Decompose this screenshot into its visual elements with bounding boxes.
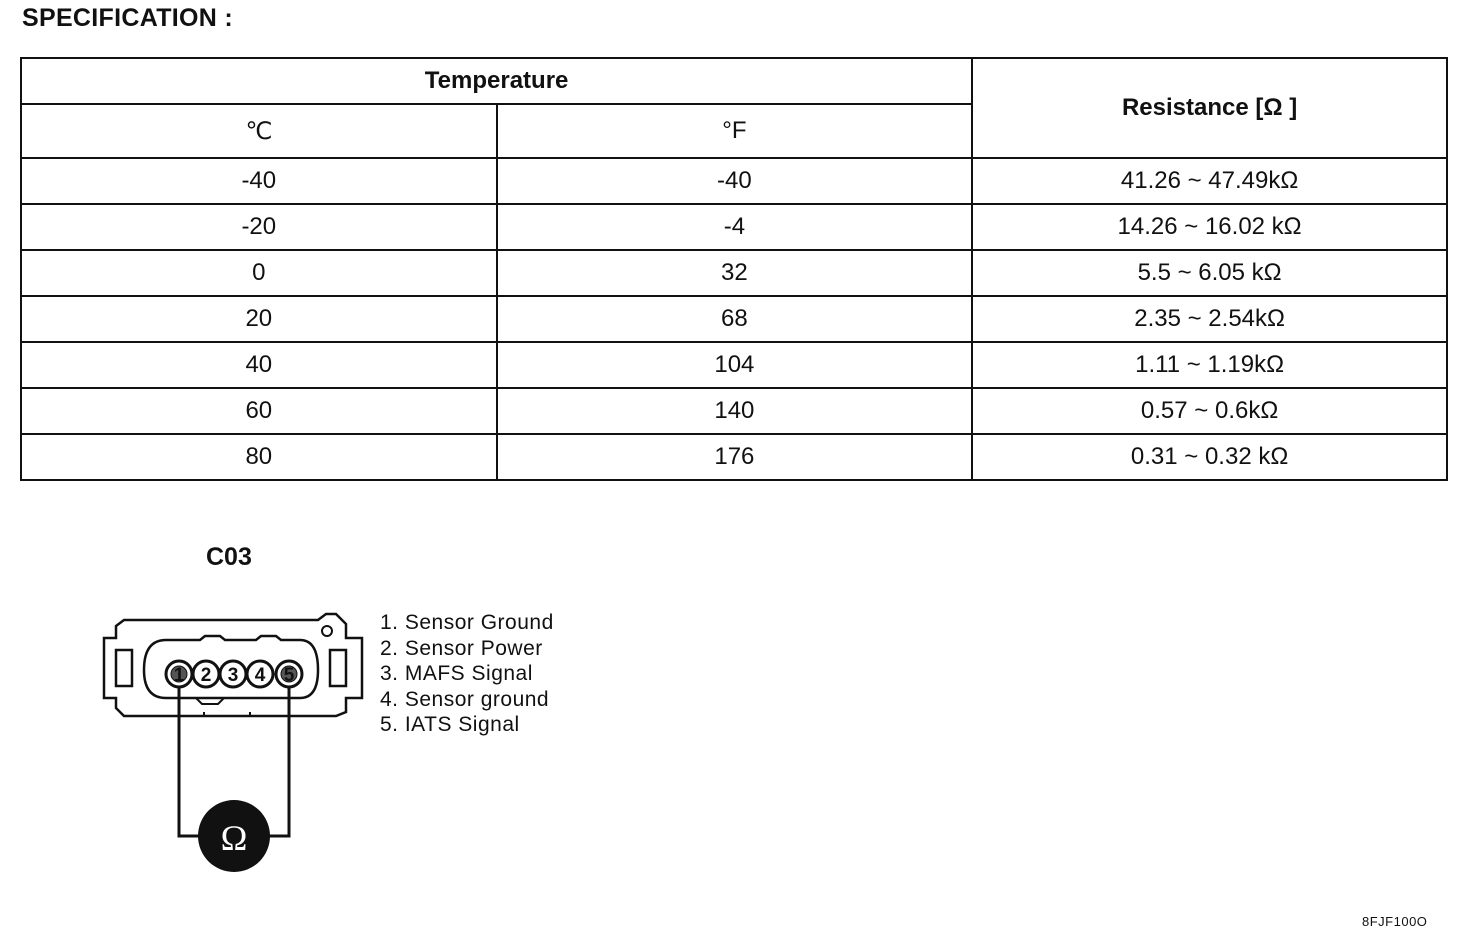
pin-4-number: 4: [254, 665, 266, 686]
fahrenheit-cell: -40: [497, 158, 973, 204]
resistance-spec-table: [20, 57, 1448, 481]
celsius-cell: 40: [21, 342, 497, 388]
resistance-cell: 41.26 ~ 47.49kΩ: [972, 158, 1447, 204]
celsius-header: ℃: [21, 104, 497, 158]
connector-diagram: [100, 600, 370, 880]
pin-5: [276, 661, 302, 687]
pin-legend: [380, 610, 554, 738]
resistance-cell: 2.35 ~ 2.54kΩ: [972, 296, 1447, 342]
table-row: [21, 388, 1447, 434]
fahrenheit-header: °F: [497, 104, 973, 158]
left-latch: [116, 650, 132, 686]
resistance-cell: 1.11 ~ 1.19kΩ: [972, 342, 1447, 388]
resistance-cell: 14.26 ~ 16.02 kΩ: [972, 204, 1447, 250]
resistance-cell: 0.57 ~ 0.6kΩ: [972, 388, 1447, 434]
pin-legend-item: 1. Sensor Ground: [380, 611, 554, 634]
celsius-cell: -40: [21, 158, 497, 204]
table-row: [21, 296, 1447, 342]
table-header-row: [21, 58, 1447, 104]
fahrenheit-cell: 32: [497, 250, 973, 296]
pin-legend-item: 3. MAFS Signal: [380, 662, 533, 685]
resistance-cell: 0.31 ~ 0.32 kΩ: [972, 434, 1447, 480]
celsius-cell: -20: [21, 204, 497, 250]
specification-heading: SPECIFICATION :: [22, 4, 233, 32]
fahrenheit-cell: 140: [497, 388, 973, 434]
table-row: [21, 158, 1447, 204]
table-row: [21, 434, 1447, 480]
pin-legend-item: 4. Sensor ground: [380, 687, 550, 711]
table-row: [21, 250, 1447, 296]
fahrenheit-cell: 68: [497, 296, 973, 342]
pin-5-number: 5: [283, 665, 295, 686]
pin-legend-item: 5. IATS Signal: [380, 713, 520, 736]
resistance-header: Resistance [Ω ]: [972, 58, 1447, 158]
figure-code: 8FJF100O: [1362, 914, 1428, 929]
celsius-cell: 20: [21, 296, 497, 342]
pin-4: [247, 661, 273, 687]
pin-1-number: 1: [173, 665, 185, 686]
right-latch: [330, 650, 346, 686]
pin-3: [220, 661, 246, 687]
resistance-cell: 5.5 ~ 6.05 kΩ: [972, 250, 1447, 296]
celsius-cell: 60: [21, 388, 497, 434]
pin-2-number: 2: [200, 665, 212, 686]
table-row: [21, 342, 1447, 388]
pin-1: [166, 661, 192, 687]
fahrenheit-cell: -4: [497, 204, 973, 250]
connector-label: C03: [206, 543, 252, 571]
pin-3-number: 3: [227, 665, 239, 686]
celsius-cell: 80: [21, 434, 497, 480]
fahrenheit-cell: 104: [497, 342, 973, 388]
ohm-symbol: Ω: [220, 818, 248, 858]
mount-hole: [322, 626, 332, 636]
fahrenheit-cell: 176: [497, 434, 973, 480]
temperature-header: Temperature: [21, 58, 972, 104]
pin-2: [193, 661, 219, 687]
pin-legend-item: 2. Sensor Power: [380, 636, 543, 660]
table-row: [21, 204, 1447, 250]
celsius-cell: 0: [21, 250, 497, 296]
